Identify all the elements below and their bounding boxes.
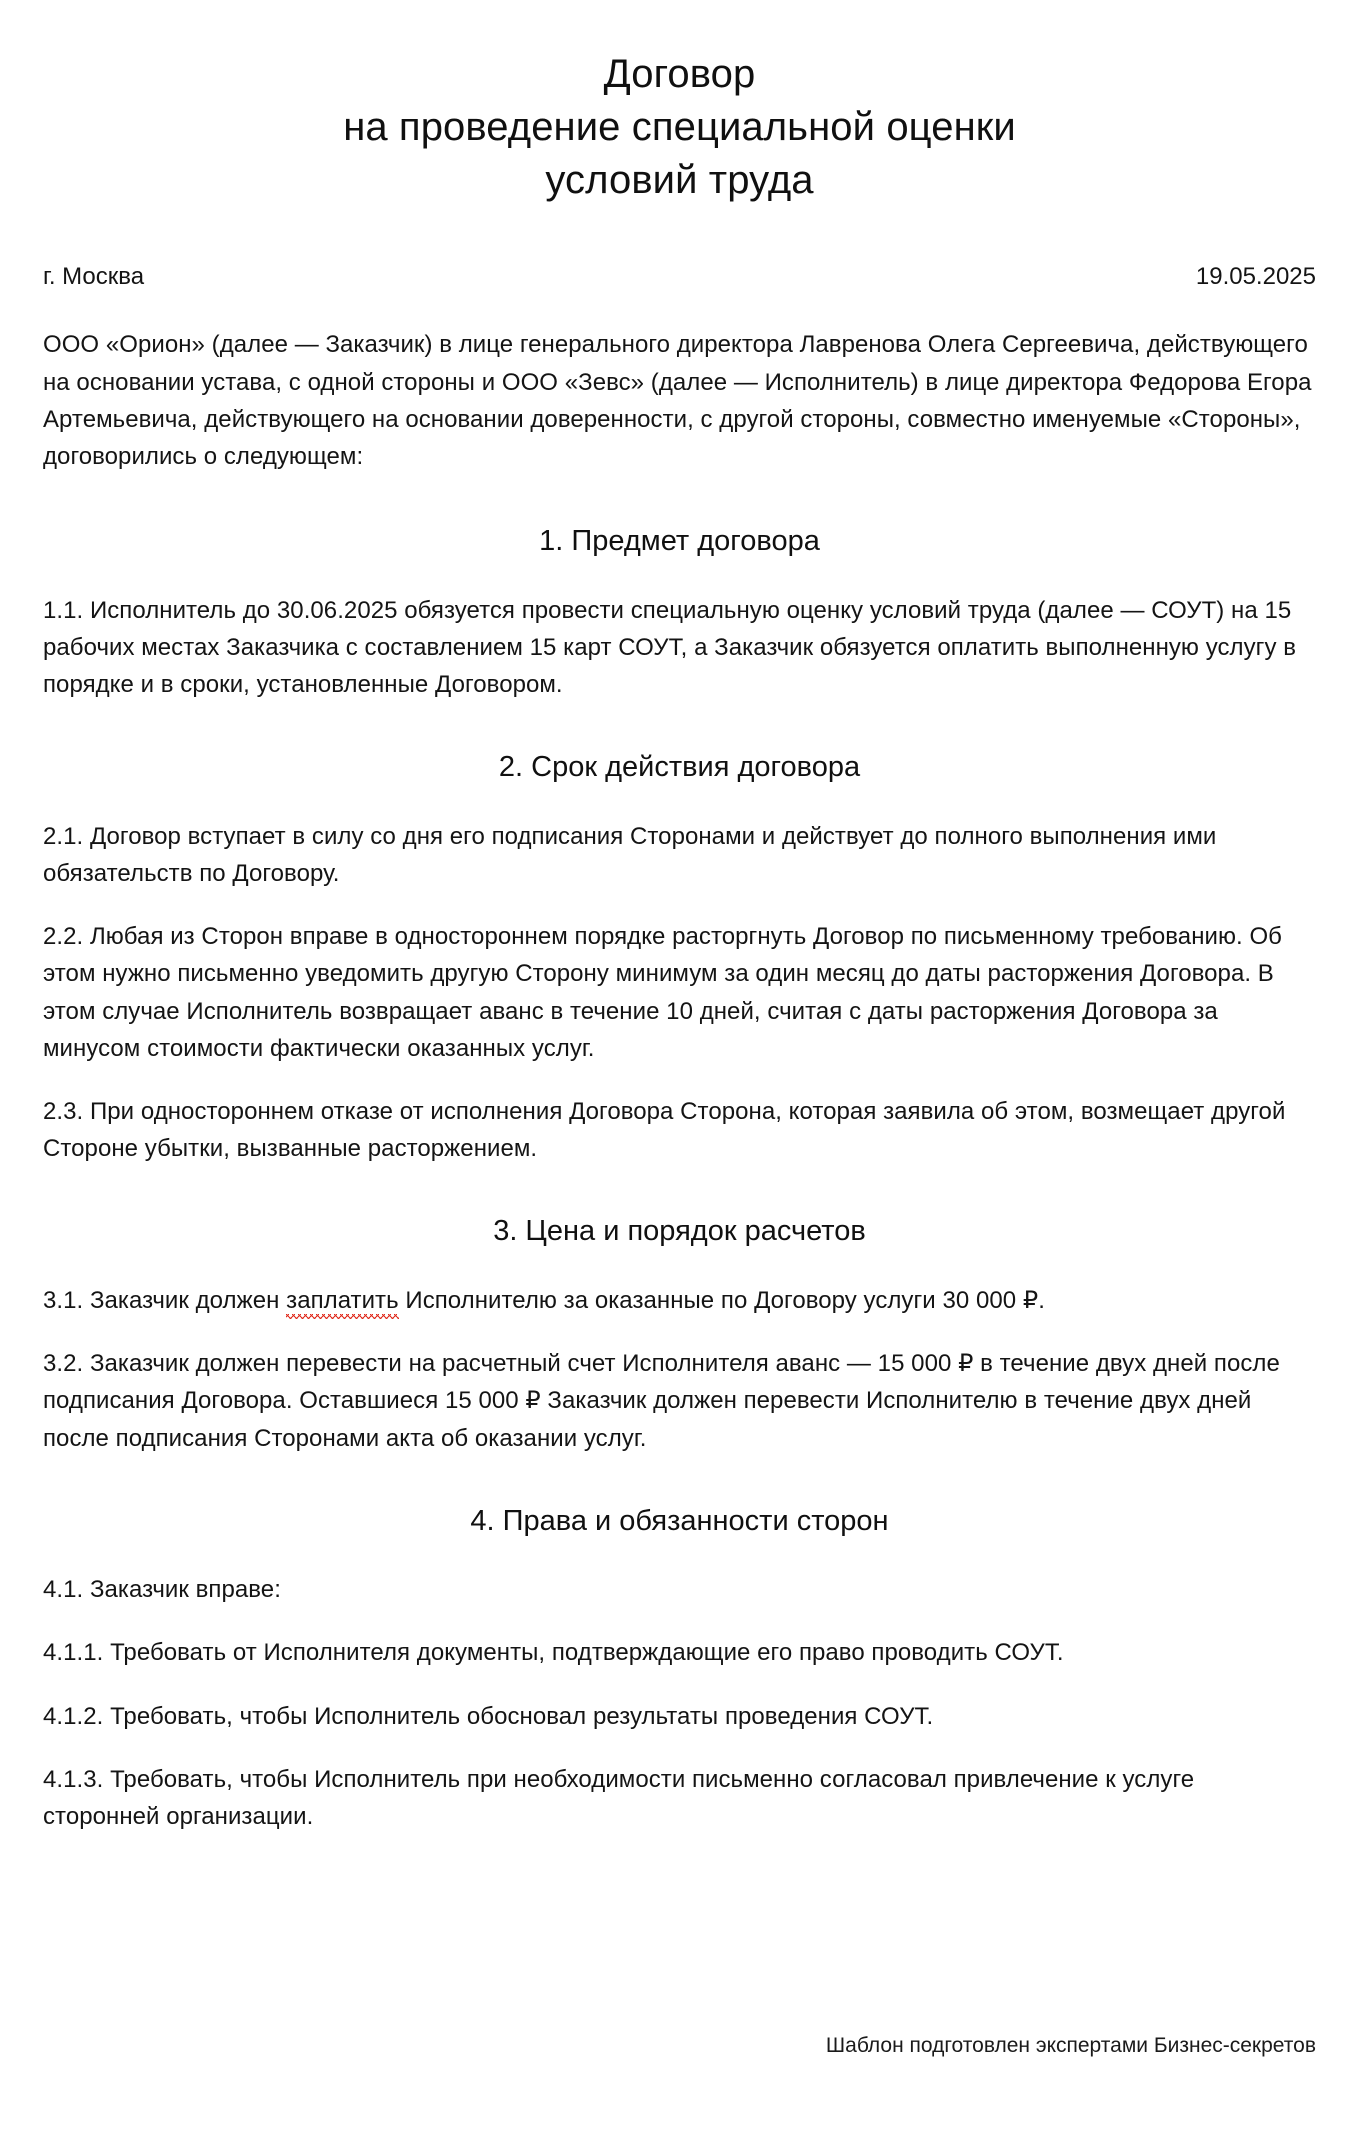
section-heading-4: 4. Права и обязанности сторон: [470, 1504, 889, 1537]
title-line-1: Договор: [603, 52, 756, 96]
clause-3-2: 3.2. Заказчик должен перевести на расчетный счет Исполнителя аванс — 15 000 ₽ в течение двух дней после подписания Договора. Оставшиеся 15 000 ₽ Заказчик должен перевести Исполнителю в течение двух дней после подписания Сторонами акта об оказании услуг.: [43, 1350, 1280, 1452]
section-heading-3: 3. Цена и порядок расчетов: [493, 1215, 866, 1248]
clause-3-1-text-before: 3.1. Заказчик должен: [43, 1286, 287, 1314]
clause-3-1: [43, 1282, 1316, 1319]
place-of-signing: г. Москва: [43, 262, 145, 290]
document-footer: Шаблон подготовлен экспертами Бизнес-секретов: [825, 2033, 1316, 2057]
clause-4-1-1: 4.1.1. Требовать от Исполнителя документы, подтверждающие его право проводить СОУТ.: [43, 1639, 1064, 1667]
document-date: 19.05.2025: [1195, 262, 1316, 290]
clause-3-1-text-after: Исполнителю за оказанные по Договору услуги 30 000 ₽.: [398, 1286, 1045, 1314]
spellcheck-error-word[interactable]: заплатить: [286, 1286, 399, 1314]
clause-2-1: 2.1. Договор вступает в силу со дня его подписания Сторонами и действует до полного выполнения ими обязательств по Договору.: [43, 822, 1217, 888]
clause-4-1-2: 4.1.2. Требовать, чтобы Исполнитель обосновал результаты проведения СОУТ.: [43, 1702, 934, 1730]
section-heading-2: 2. Срок действия договора: [498, 751, 861, 784]
section-heading-1: 1. Предмет договора: [539, 525, 820, 558]
title-line-3: условий труда: [545, 158, 814, 203]
clause-1-1: 1.1. Исполнитель до 30.06.2025 обязуется провести специальную оценку условий труда (далее — СОУТ) на 15 рабочих местах Заказчика с составлением 15 карт СОУТ, а Заказчик обязуется оплатить выполненную услугу в порядке и в сроки, установленные Договором.: [43, 596, 1297, 699]
clause-4-1-3: 4.1.3. Требовать, чтобы Исполнитель при необходимости письменно согласовал привлечение к услуге сторонней организации.: [43, 1765, 1195, 1831]
document-title: [43, 48, 1316, 208]
clause-2-2: 2.2. Любая из Сторон вправе в одностороннем порядке расторгнуть Договор по письменному требованию. Об этом нужно письменно уведомить другую Сторону минимум за один месяц до даты расторжения Договора. В этом случае Исполнитель возвращает аванс в течение 10 дней, считая с даты расторжения Договора за минусом стоимости фактически оказанных услуг.: [43, 923, 1282, 1062]
clause-4-1: 4.1. Заказчик вправе:: [43, 1576, 281, 1604]
title-line-2: на проведение специальной оценки: [343, 105, 1016, 150]
document-meta-row: [43, 260, 1316, 295]
preamble-paragraph: ООО «Орион» (далее — Заказчик) в лице генерального директора Лавренова Олега Сергеевича, действующего на основании устава, с одной стороны и ООО «Зевс» (далее — Исполнитель) в лице директора Федорова Егора Артемьевича, действующего на основании доверенности, с другой стороны, совместно именуемые «Стороны», договорились о следующем:: [43, 331, 1312, 470]
clause-2-3: 2.3. При одностороннем отказе от исполнения Договора Сторона, которая заявила об этом, возмещает другой Стороне убытки, вызванные расторжением.: [43, 1097, 1286, 1163]
